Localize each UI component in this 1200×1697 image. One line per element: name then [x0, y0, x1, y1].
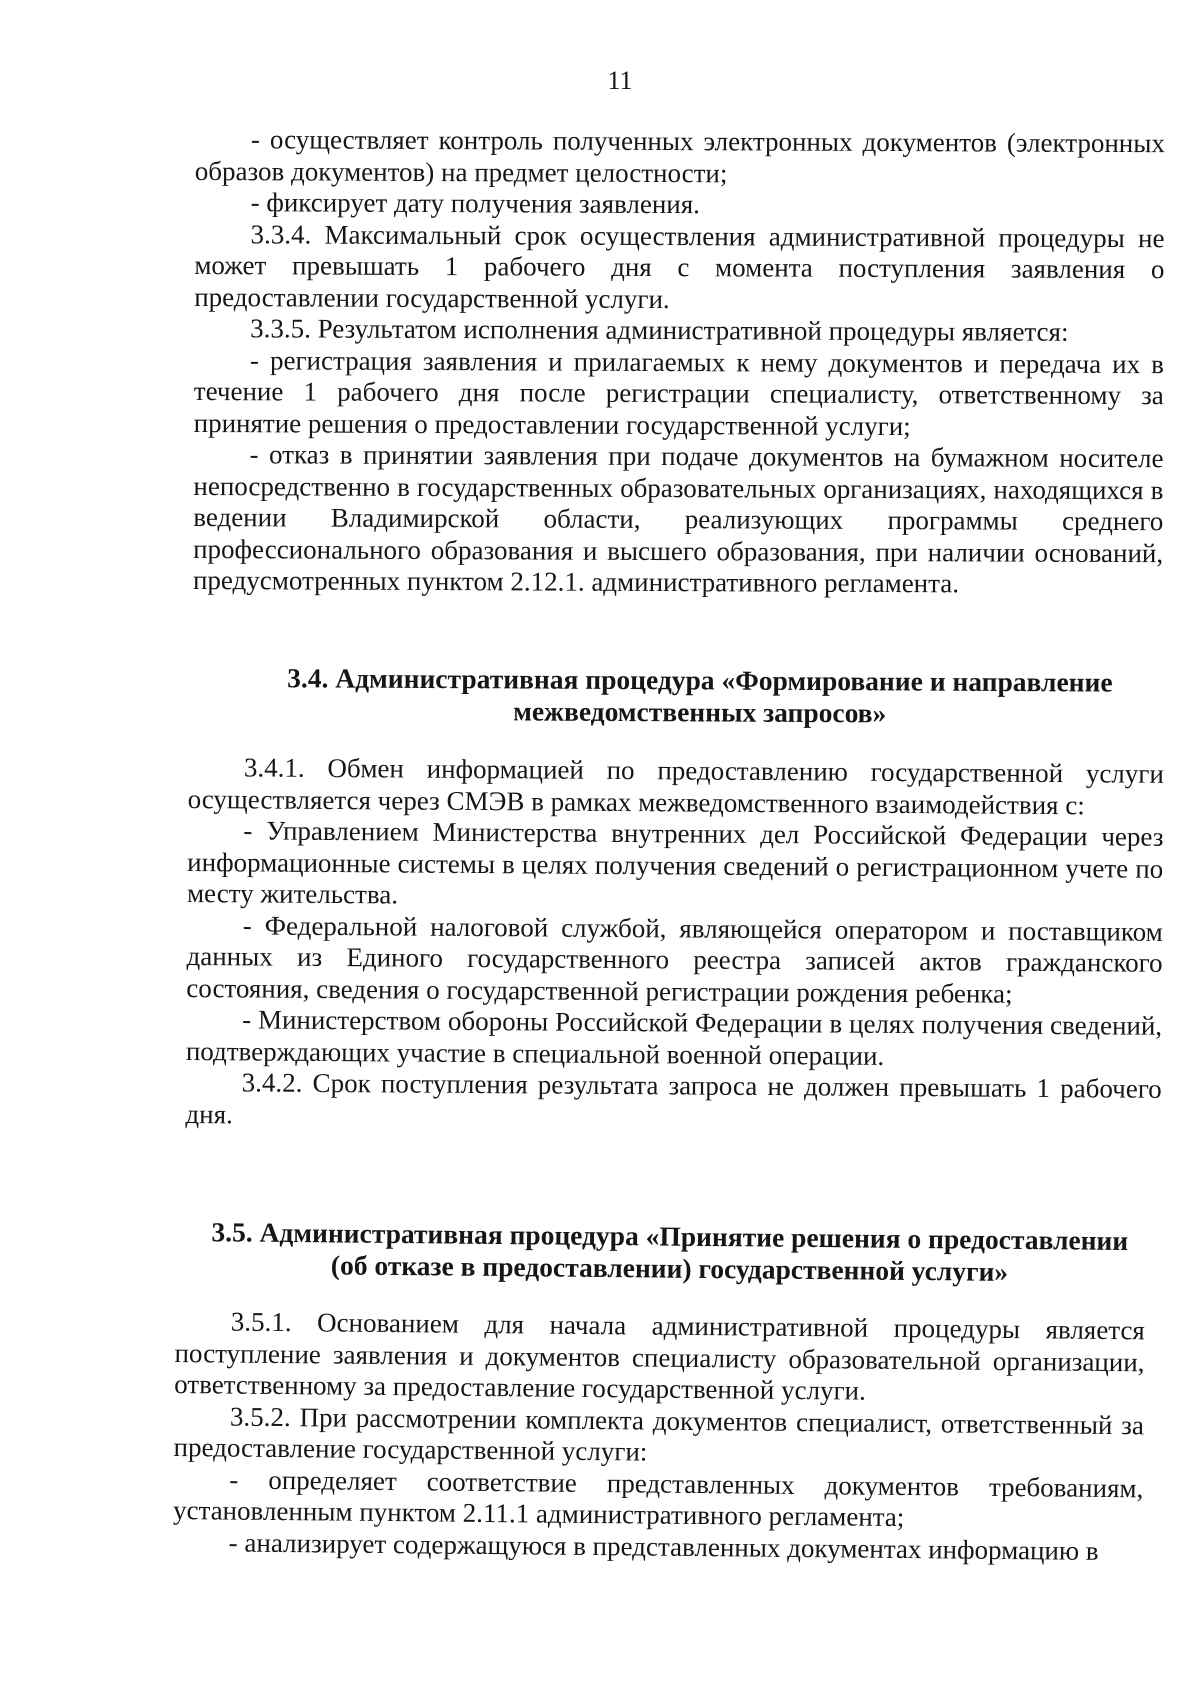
- paragraph: - Управлением Министерства внутренних дел Российской Федерации через информационные системы в целях получения сведений о регистрационном учете по месту жительства.: [186, 815, 1164, 910]
- heading-line: 3.5. Административная процедура «Принятие решения о предоставлении: [211, 1216, 1129, 1257]
- paragraph: 3.4.1. Обмен информацией по предоставлению государственной услуги осуществляется через СМЭВ в рамках межведомственного взаимодействия с:: [187, 752, 1164, 820]
- section-3-3-continuation: [193, 124, 1165, 601]
- paragraph: - регистрация заявления и прилагаемых к нему документов и передача их в течение 1 рабочего дня после регистрации специалисту, ответственному за принятие решения о предоставлении государственной услуги;: [193, 344, 1165, 441]
- paragraph: - анализирует содержащуюся в представленных документах информацию в: [228, 1527, 1099, 1566]
- heading-line: 3.4. Административная процедура «Формирование и направление: [287, 662, 1113, 698]
- paragraph: 3.3.4. Максимальный срок осуществления административной процедуры не может превышать 1 рабочего дня с момента поступления заявления о предоставлении государственной услуги.: [194, 218, 1165, 314]
- heading-line: межведомственных запросов»: [513, 695, 887, 729]
- paragraph: - Министерством обороны Российской Федерации в целях получения сведений, подтверждающих участие в специальной военной операции.: [185, 1004, 1163, 1071]
- paragraph: - определяет соответствие представленных документов требованиям, установленным пунктом 2.11.1 административного регламента;: [172, 1464, 1144, 1533]
- heading-line: (об отказе в предоставлении) государственной услуги»: [330, 1249, 1009, 1287]
- section-heading-3-4: [240, 662, 1160, 731]
- section-3-5-body: [173, 1306, 1145, 1567]
- section-3-4-body: [185, 752, 1164, 1137]
- page-number: 11: [607, 66, 633, 95]
- paragraph: 3.4.2. Срок поступления результата запроса не должен превышать 1 рабочего дня.: [185, 1067, 1162, 1129]
- paragraph: 3.5.2. При рассмотрении комплекта документов специалист, ответственный за предоставление государственной услуги:: [173, 1401, 1145, 1467]
- paragraph: - осуществляет контроль полученных электронных документов (электронных образов документов) на предмет целостности;: [194, 124, 1165, 188]
- paragraph: 3.5.1. Основанием для начала административной процедуры является поступление заявления и документов специалисту образовательной организации, ответственному за предоставление государственной услуги.: [174, 1306, 1145, 1406]
- paragraph: 3.3.5. Результатом исполнения административной процедуры является:: [250, 313, 1069, 347]
- paragraph: - фиксирует дату получения заявления.: [250, 187, 701, 220]
- section-heading-3-5: [189, 1216, 1150, 1289]
- paragraph: - отказ в принятии заявления при подаче документов на бумажном носителе непосредственно в государственных образовательных организациях, находящихся в ведении Владимирской области, реализующих программы среднего профессионального образования и высшего образования, при наличии оснований, предусмотренных пунктом 2.12.1. административного регламента.: [192, 439, 1164, 599]
- paragraph: - Федеральной налоговой службой, являющейся оператором и поставщиком данных из Единого государственного реестра записей актов гражданского состояния, сведения о государственной регистрации рождения ребенка;: [186, 909, 1163, 1009]
